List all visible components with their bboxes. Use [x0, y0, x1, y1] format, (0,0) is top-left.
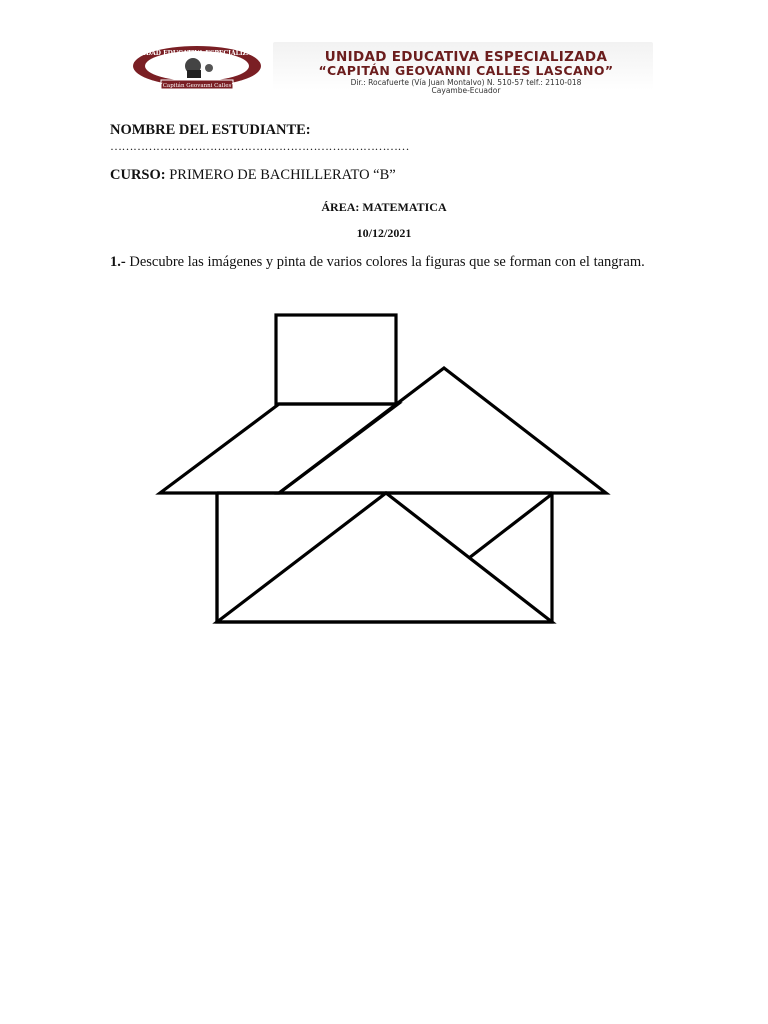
school-name: UNIDAD EDUCATIVA ESPECIALIZADA [324, 49, 608, 65]
school-city: Cayambe-Ecuador [431, 86, 501, 95]
course-value: PRIMERO DE BACHILLERATO “B” [169, 167, 396, 183]
area-heading: ÁREA: MATEMATICA [321, 200, 447, 214]
school-logo [131, 44, 263, 92]
exercise-text: Descubre las imágenes y pinta de varios colores la figuras que se forman con el tangram. [129, 254, 645, 270]
exercise-number: 1.- [110, 254, 126, 270]
student-name-label: NOMBRE DEL ESTUDIANTE: [110, 122, 311, 138]
student-name-blank: …………………………………………………………………… [110, 139, 409, 153]
school-subtitle: “CAPITÁN GEOVANNI CALLES LASCANO” [318, 63, 614, 78]
exercise-instruction [110, 252, 650, 272]
logo-ring-text: UNIDAD EDUCATIVA ESPECIALIZADA [132, 50, 262, 57]
course-label: CURSO: [110, 167, 166, 183]
school-address: Dir.: Rocafuerte (Vía Juan Montalvo) N. 510-57 telf.: 2110-018 [350, 78, 582, 87]
logo-ribbon-text: “Capitán Geovanni Calles” [159, 83, 235, 89]
course-line [110, 167, 396, 184]
school-header [113, 42, 653, 95]
date-heading: 10/12/2021 [356, 226, 412, 240]
tangram-house-figure [143, 304, 623, 640]
